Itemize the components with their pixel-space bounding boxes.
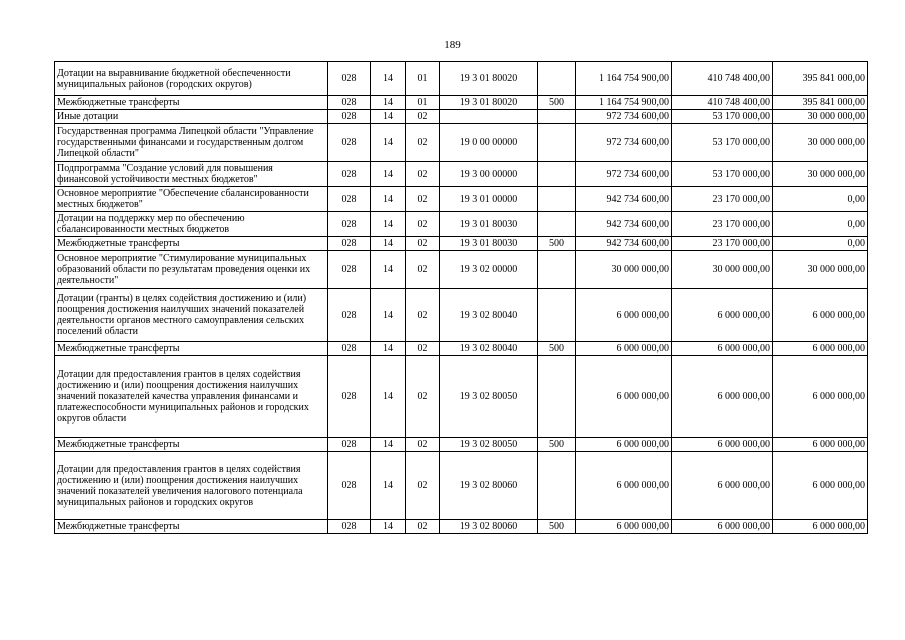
page-number: 189 <box>444 39 461 51</box>
row-section: 14 <box>371 237 406 251</box>
row-subsection: 02 <box>406 212 440 237</box>
row-name: Подпрограмма "Создание условий для повышения финансовой устойчивости местных бюджетов" <box>55 162 328 187</box>
row-amount-year-1: 6 000 000,00 <box>576 452 672 520</box>
row-amount-year-3: 6 000 000,00 <box>773 356 868 438</box>
row-subsection: 02 <box>406 110 440 124</box>
table-row <box>55 237 868 251</box>
row-amount-year-1: 6 000 000,00 <box>576 520 672 534</box>
row-target-article: 19 3 02 80040 <box>440 289 538 342</box>
row-amount-year-2: 30 000 000,00 <box>672 251 773 289</box>
row-name: Иные дотации <box>55 110 328 124</box>
row-target-article: 19 3 02 00000 <box>440 251 538 289</box>
row-subsection: 02 <box>406 438 440 452</box>
row-ministry-code: 028 <box>328 289 371 342</box>
table-row <box>55 96 868 110</box>
row-name: Основное мероприятие "Стимулирование муниципальных образований области по результатам проведения оценки их деятельности" <box>55 251 328 289</box>
row-amount-year-3: 30 000 000,00 <box>773 162 868 187</box>
row-subsection: 02 <box>406 356 440 438</box>
row-amount-year-1: 972 734 600,00 <box>576 124 672 162</box>
row-amount-year-1: 1 164 754 900,00 <box>576 96 672 110</box>
row-section: 14 <box>371 438 406 452</box>
row-expense-type <box>538 251 576 289</box>
row-section: 14 <box>371 96 406 110</box>
row-amount-year-1: 972 734 600,00 <box>576 110 672 124</box>
row-target-article: 19 3 02 80060 <box>440 452 538 520</box>
row-amount-year-2: 6 000 000,00 <box>672 520 773 534</box>
row-amount-year-3: 0,00 <box>773 237 868 251</box>
row-expense-type <box>538 356 576 438</box>
row-section: 14 <box>371 162 406 187</box>
row-ministry-code: 028 <box>328 237 371 251</box>
row-target-article <box>440 110 538 124</box>
row-name: Межбюджетные трансферты <box>55 237 328 251</box>
row-section: 14 <box>371 212 406 237</box>
row-expense-type: 500 <box>538 342 576 356</box>
row-section: 14 <box>371 289 406 342</box>
row-subsection: 02 <box>406 289 440 342</box>
row-target-article: 19 3 02 80050 <box>440 438 538 452</box>
row-name: Дотации для предоставления грантов в целях содействия достижению и (или) поощрения достижения наилучших значений показателей качества управления финансами и платежеспособности муниципальных районов и городских округов области <box>55 356 328 438</box>
table-row <box>55 124 868 162</box>
row-amount-year-1: 942 734 600,00 <box>576 237 672 251</box>
table-row <box>55 110 868 124</box>
row-subsection: 02 <box>406 124 440 162</box>
table-row <box>55 452 868 520</box>
row-expense-type <box>538 212 576 237</box>
row-expense-type <box>538 62 576 96</box>
row-amount-year-2: 6 000 000,00 <box>672 452 773 520</box>
row-expense-type <box>538 110 576 124</box>
row-section: 14 <box>371 356 406 438</box>
row-expense-type: 500 <box>538 237 576 251</box>
row-expense-type: 500 <box>538 520 576 534</box>
row-ministry-code: 028 <box>328 342 371 356</box>
row-amount-year-3: 30 000 000,00 <box>773 251 868 289</box>
table-row <box>55 62 868 96</box>
row-subsection: 02 <box>406 520 440 534</box>
row-subsection: 01 <box>406 96 440 110</box>
row-amount-year-3: 0,00 <box>773 187 868 212</box>
row-amount-year-3: 395 841 000,00 <box>773 96 868 110</box>
row-section: 14 <box>371 124 406 162</box>
row-subsection: 02 <box>406 342 440 356</box>
row-name: Государственная программа Липецкой области "Управление государственными финансами и государственным долгом Липецкой области" <box>55 124 328 162</box>
table-row <box>55 162 868 187</box>
row-ministry-code: 028 <box>328 212 371 237</box>
row-target-article: 19 3 01 00000 <box>440 187 538 212</box>
row-name: Межбюджетные трансферты <box>55 96 328 110</box>
row-subsection: 01 <box>406 62 440 96</box>
row-amount-year-2: 53 170 000,00 <box>672 124 773 162</box>
row-amount-year-1: 30 000 000,00 <box>576 251 672 289</box>
row-amount-year-2: 23 170 000,00 <box>672 187 773 212</box>
row-ministry-code: 028 <box>328 356 371 438</box>
row-section: 14 <box>371 342 406 356</box>
row-amount-year-1: 6 000 000,00 <box>576 289 672 342</box>
row-ministry-code: 028 <box>328 124 371 162</box>
row-subsection: 02 <box>406 237 440 251</box>
row-name: Дотации на выравнивание бюджетной обеспеченности муниципальных районов (городских округов) <box>55 62 328 96</box>
row-section: 14 <box>371 251 406 289</box>
row-name: Дотации на поддержку мер по обеспечению сбалансированности местных бюджетов <box>55 212 328 237</box>
row-subsection: 02 <box>406 452 440 520</box>
row-amount-year-1: 1 164 754 900,00 <box>576 62 672 96</box>
row-amount-year-2: 23 170 000,00 <box>672 237 773 251</box>
row-target-article: 19 3 01 80030 <box>440 212 538 237</box>
row-section: 14 <box>371 452 406 520</box>
row-expense-type <box>538 187 576 212</box>
row-target-article: 19 3 01 80020 <box>440 96 538 110</box>
row-section: 14 <box>371 62 406 96</box>
row-amount-year-1: 942 734 600,00 <box>576 212 672 237</box>
row-expense-type: 500 <box>538 96 576 110</box>
table-row <box>55 520 868 534</box>
row-name: Основное мероприятие "Обеспечение сбалансированности местных бюджетов" <box>55 187 328 212</box>
row-target-article: 19 3 02 80050 <box>440 356 538 438</box>
table-row <box>55 251 868 289</box>
row-section: 14 <box>371 110 406 124</box>
row-amount-year-2: 410 748 400,00 <box>672 96 773 110</box>
table-row <box>55 438 868 452</box>
row-name: Дотации для предоставления грантов в целях содействия достижению и (или) поощрения достижения наилучших значений показателей увеличения налогового потенциала муниципальных районов и городских округов <box>55 452 328 520</box>
row-ministry-code: 028 <box>328 251 371 289</box>
row-target-article: 19 0 00 00000 <box>440 124 538 162</box>
row-amount-year-1: 6 000 000,00 <box>576 342 672 356</box>
table-row <box>55 212 868 237</box>
row-amount-year-3: 395 841 000,00 <box>773 62 868 96</box>
row-target-article: 19 3 01 80030 <box>440 237 538 251</box>
table-row <box>55 289 868 342</box>
row-amount-year-2: 6 000 000,00 <box>672 356 773 438</box>
table-row <box>55 187 868 212</box>
row-amount-year-1: 972 734 600,00 <box>576 162 672 187</box>
row-amount-year-3: 30 000 000,00 <box>773 110 868 124</box>
row-subsection: 02 <box>406 187 440 212</box>
row-ministry-code: 028 <box>328 187 371 212</box>
row-amount-year-2: 53 170 000,00 <box>672 110 773 124</box>
row-target-article: 19 3 02 80040 <box>440 342 538 356</box>
row-amount-year-2: 6 000 000,00 <box>672 289 773 342</box>
row-expense-type <box>538 289 576 342</box>
row-amount-year-3: 30 000 000,00 <box>773 124 868 162</box>
row-expense-type <box>538 124 576 162</box>
row-name: Межбюджетные трансферты <box>55 342 328 356</box>
row-section: 14 <box>371 520 406 534</box>
row-name: Межбюджетные трансферты <box>55 438 328 452</box>
row-ministry-code: 028 <box>328 520 371 534</box>
row-amount-year-3: 6 000 000,00 <box>773 438 868 452</box>
table-row <box>55 356 868 438</box>
row-ministry-code: 028 <box>328 452 371 520</box>
row-subsection: 02 <box>406 251 440 289</box>
row-amount-year-2: 410 748 400,00 <box>672 62 773 96</box>
row-target-article: 19 3 01 80020 <box>440 62 538 96</box>
row-target-article: 19 3 00 00000 <box>440 162 538 187</box>
row-amount-year-3: 0,00 <box>773 212 868 237</box>
table-row <box>55 342 868 356</box>
row-expense-type <box>538 162 576 187</box>
row-amount-year-2: 53 170 000,00 <box>672 162 773 187</box>
row-amount-year-2: 6 000 000,00 <box>672 342 773 356</box>
row-amount-year-2: 6 000 000,00 <box>672 438 773 452</box>
row-expense-type <box>538 452 576 520</box>
row-target-article: 19 3 02 80060 <box>440 520 538 534</box>
row-ministry-code: 028 <box>328 162 371 187</box>
row-subsection: 02 <box>406 162 440 187</box>
row-ministry-code: 028 <box>328 438 371 452</box>
row-name: Межбюджетные трансферты <box>55 520 328 534</box>
row-amount-year-3: 6 000 000,00 <box>773 452 868 520</box>
row-amount-year-3: 6 000 000,00 <box>773 342 868 356</box>
row-name: Дотации (гранты) в целях содействия достижению и (или) поощрения достижения наилучших значений показателей деятельности органов местного самоуправления сельских поселений области <box>55 289 328 342</box>
row-amount-year-3: 6 000 000,00 <box>773 289 868 342</box>
row-amount-year-1: 6 000 000,00 <box>576 438 672 452</box>
row-amount-year-1: 942 734 600,00 <box>576 187 672 212</box>
row-amount-year-2: 23 170 000,00 <box>672 212 773 237</box>
row-ministry-code: 028 <box>328 110 371 124</box>
row-section: 14 <box>371 187 406 212</box>
budget-table <box>54 61 868 534</box>
row-expense-type: 500 <box>538 438 576 452</box>
row-amount-year-1: 6 000 000,00 <box>576 356 672 438</box>
row-amount-year-3: 6 000 000,00 <box>773 520 868 534</box>
row-ministry-code: 028 <box>328 62 371 96</box>
row-ministry-code: 028 <box>328 96 371 110</box>
